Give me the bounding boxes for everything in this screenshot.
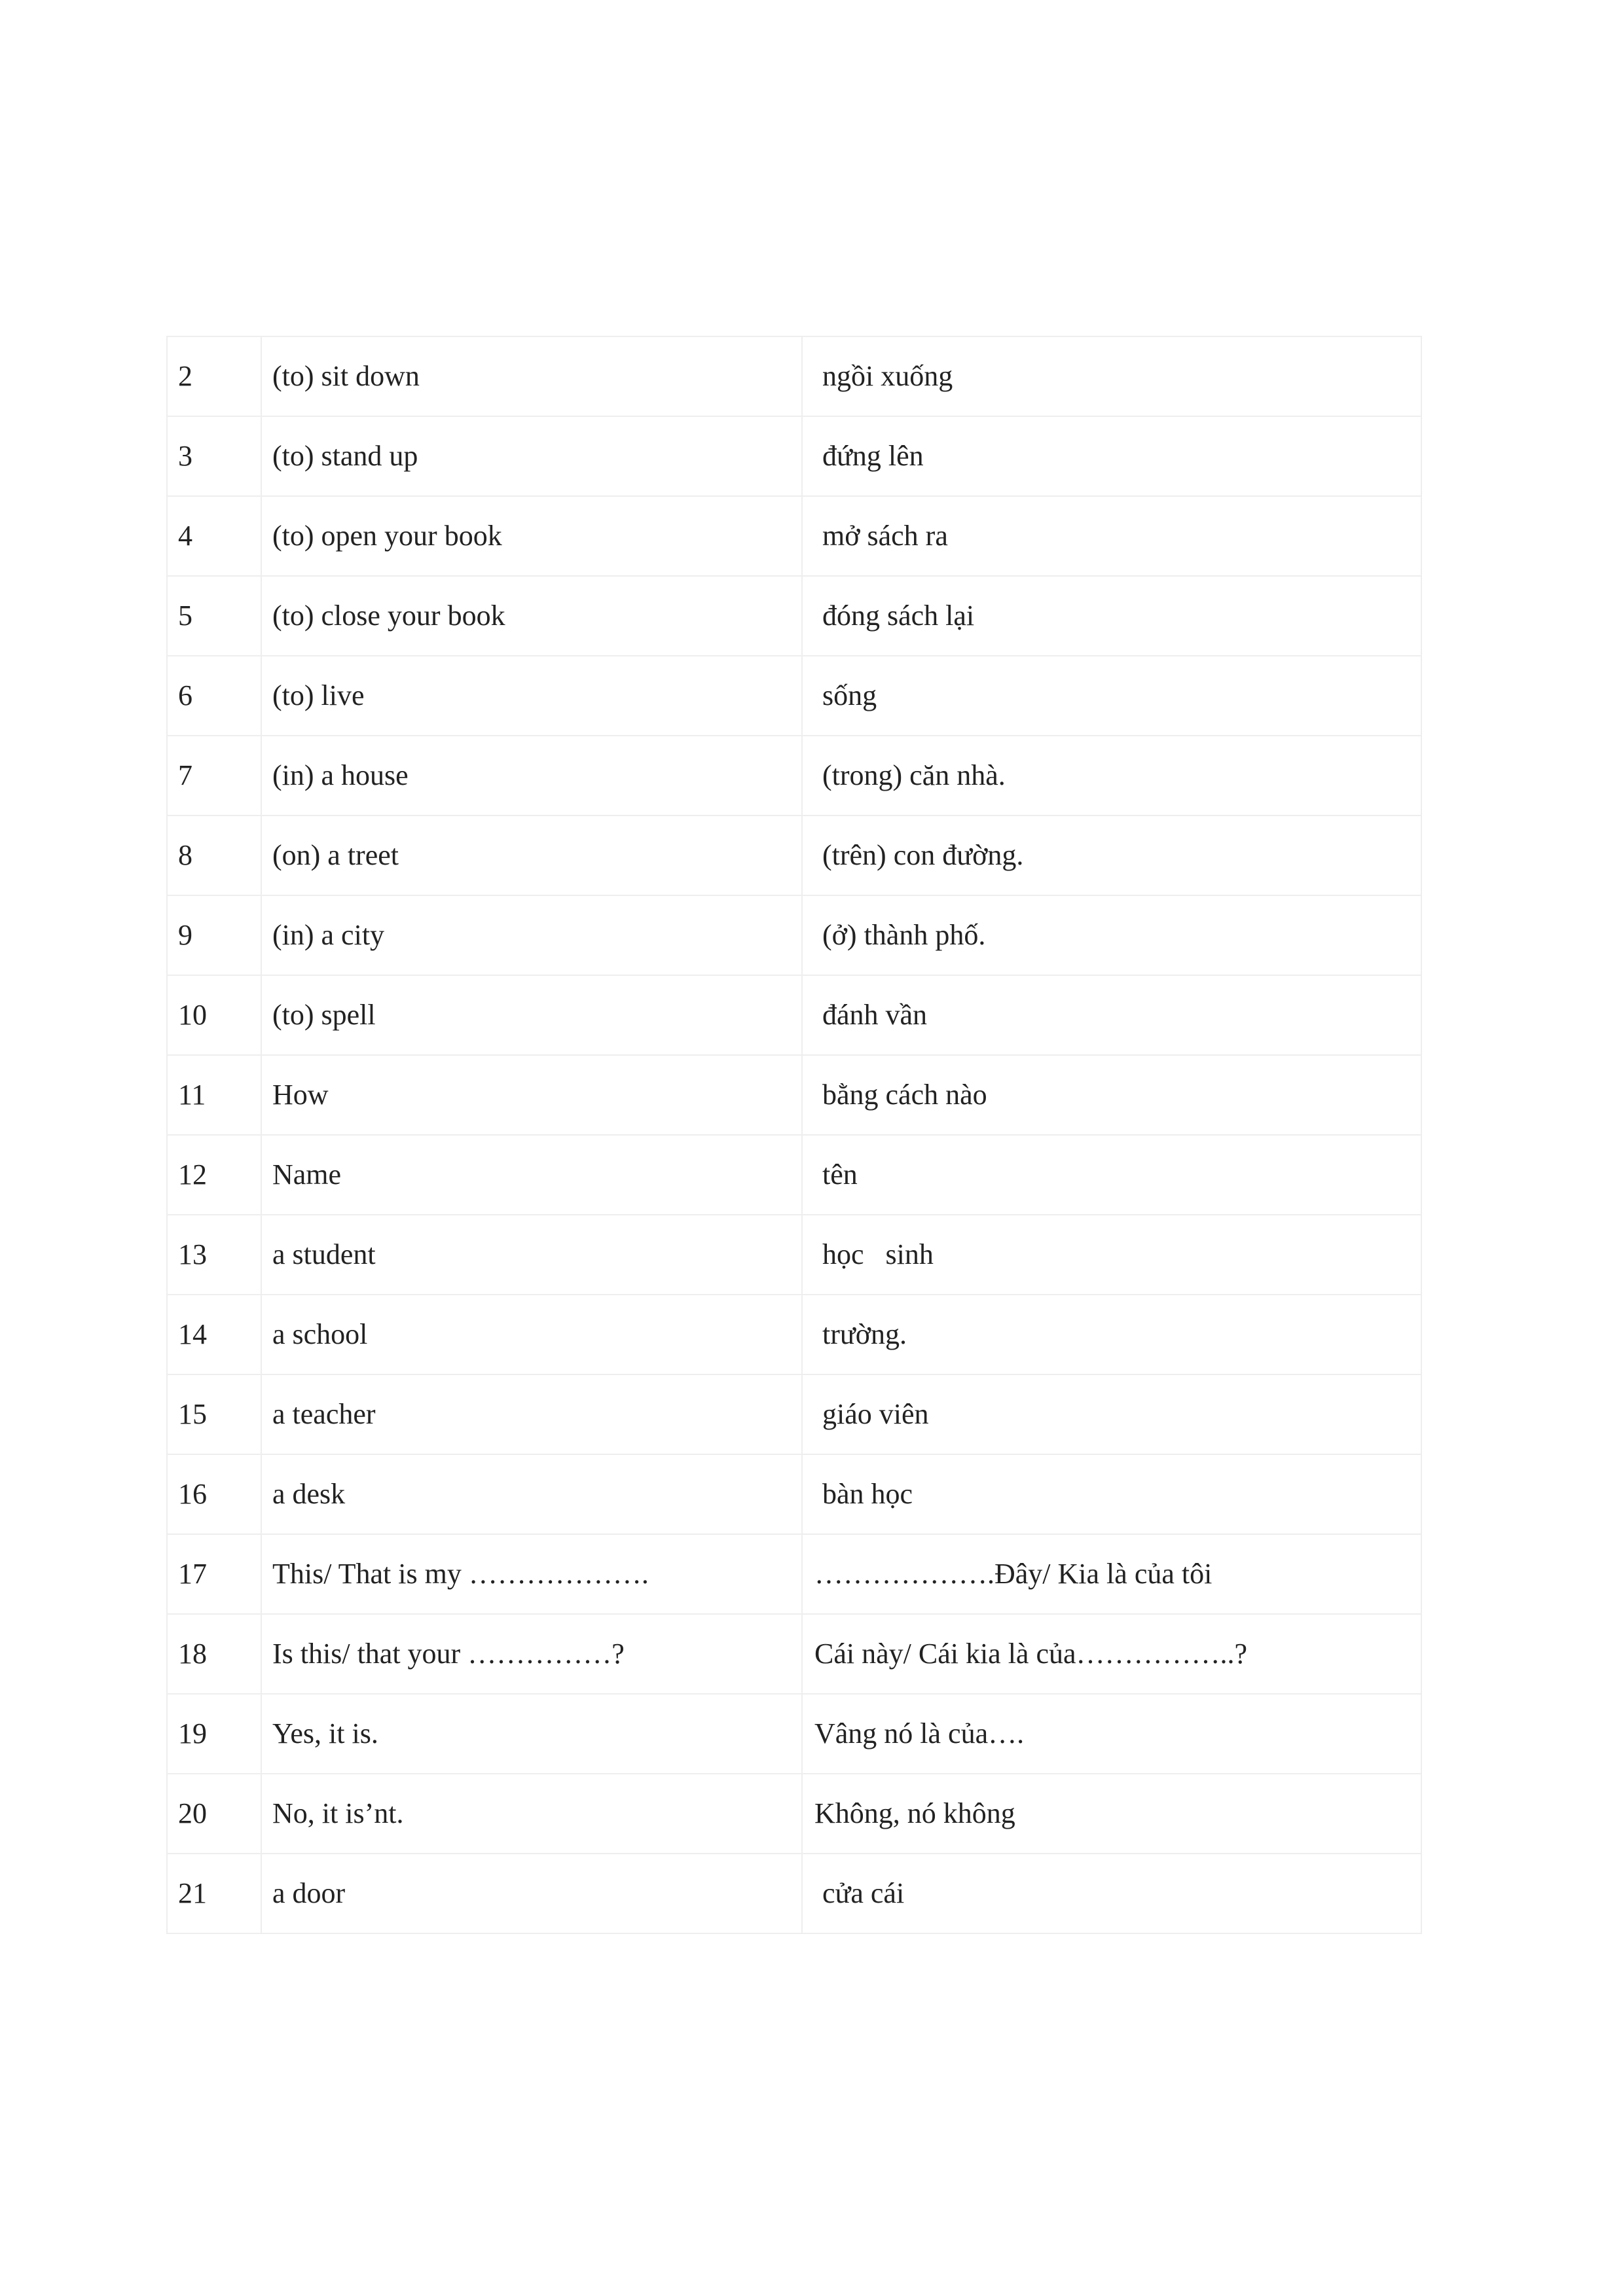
- table-row: [167, 1694, 1421, 1774]
- vietnamese-meaning: ngồi xuống: [802, 336, 1421, 416]
- vietnamese-meaning: Không, nó không: [802, 1774, 1421, 1854]
- table-row: [167, 1215, 1421, 1295]
- table-row: [167, 656, 1421, 736]
- table-row: [167, 1774, 1421, 1854]
- vietnamese-meaning: ……………….Đây/ Kia là của tôi: [802, 1534, 1421, 1614]
- vietnamese-meaning: bàn học: [802, 1454, 1421, 1534]
- english-term: Name: [261, 1135, 802, 1215]
- english-term: a desk: [261, 1454, 802, 1534]
- vietnamese-meaning: Cái này/ Cái kia là của……………..?: [802, 1614, 1421, 1694]
- english-term: (to) close your book: [261, 576, 802, 656]
- table-row: [167, 416, 1421, 496]
- table-row: [167, 1534, 1421, 1614]
- row-number: 4: [167, 496, 261, 576]
- row-number: 14: [167, 1295, 261, 1374]
- table-row: [167, 1295, 1421, 1374]
- english-term: (on) a treet: [261, 816, 802, 895]
- vietnamese-meaning: giáo viên: [802, 1374, 1421, 1454]
- english-term: How: [261, 1055, 802, 1135]
- english-term: a teacher: [261, 1374, 802, 1454]
- table-row: [167, 895, 1421, 975]
- english-term: (to) open your book: [261, 496, 802, 576]
- row-number: 2: [167, 336, 261, 416]
- english-term: (to) spell: [261, 975, 802, 1055]
- english-term: (in) a house: [261, 736, 802, 816]
- vietnamese-meaning: trường.: [802, 1295, 1421, 1374]
- vietnamese-meaning: cửa cái: [802, 1854, 1421, 1933]
- table-row: [167, 496, 1421, 576]
- vietnamese-meaning: sống: [802, 656, 1421, 736]
- table-row: [167, 1135, 1421, 1215]
- english-term: (to) live: [261, 656, 802, 736]
- vietnamese-meaning: đánh vần: [802, 975, 1421, 1055]
- english-term: a student: [261, 1215, 802, 1295]
- row-number: 15: [167, 1374, 261, 1454]
- table-row: [167, 336, 1421, 416]
- row-number: 20: [167, 1774, 261, 1854]
- row-number: 8: [167, 816, 261, 895]
- table-row: [167, 975, 1421, 1055]
- vietnamese-meaning: đóng sách lại: [802, 576, 1421, 656]
- row-number: 6: [167, 656, 261, 736]
- vietnamese-meaning: tên: [802, 1135, 1421, 1215]
- vietnamese-meaning: đứng lên: [802, 416, 1421, 496]
- row-number: 16: [167, 1454, 261, 1534]
- english-term: Is this/ that your ……………?: [261, 1614, 802, 1694]
- row-number: 19: [167, 1694, 261, 1774]
- table-row: [167, 1055, 1421, 1135]
- vietnamese-meaning: (trong) căn nhà.: [802, 736, 1421, 816]
- row-number: 11: [167, 1055, 261, 1135]
- row-number: 17: [167, 1534, 261, 1614]
- table-row: [167, 576, 1421, 656]
- english-term: a door: [261, 1854, 802, 1933]
- english-term: This/ That is my ……………….: [261, 1534, 802, 1614]
- vietnamese-meaning: bằng cách nào: [802, 1055, 1421, 1135]
- row-number: 5: [167, 576, 261, 656]
- vietnamese-meaning: học sinh: [802, 1215, 1421, 1295]
- row-number: 21: [167, 1854, 261, 1933]
- vietnamese-meaning: mở sách ra: [802, 496, 1421, 576]
- english-term: a school: [261, 1295, 802, 1374]
- table-row: [167, 816, 1421, 895]
- row-number: 13: [167, 1215, 261, 1295]
- table-row: [167, 736, 1421, 816]
- vietnamese-meaning: Vâng nó là của….: [802, 1694, 1421, 1774]
- vocabulary-table: [166, 336, 1422, 1934]
- table-row: [167, 1374, 1421, 1454]
- table-row: [167, 1614, 1421, 1694]
- vietnamese-meaning: (trên) con đường.: [802, 816, 1421, 895]
- english-term: No, it is’nt.: [261, 1774, 802, 1854]
- english-term: (to) sit down: [261, 336, 802, 416]
- english-term: (in) a city: [261, 895, 802, 975]
- row-number: 9: [167, 895, 261, 975]
- english-term: (to) stand up: [261, 416, 802, 496]
- table-row: [167, 1454, 1421, 1534]
- row-number: 18: [167, 1614, 261, 1694]
- row-number: 12: [167, 1135, 261, 1215]
- vietnamese-meaning: (ở) thành phố.: [802, 895, 1421, 975]
- english-term: Yes, it is.: [261, 1694, 802, 1774]
- table-row: [167, 1854, 1421, 1933]
- row-number: 7: [167, 736, 261, 816]
- row-number: 3: [167, 416, 261, 496]
- row-number: 10: [167, 975, 261, 1055]
